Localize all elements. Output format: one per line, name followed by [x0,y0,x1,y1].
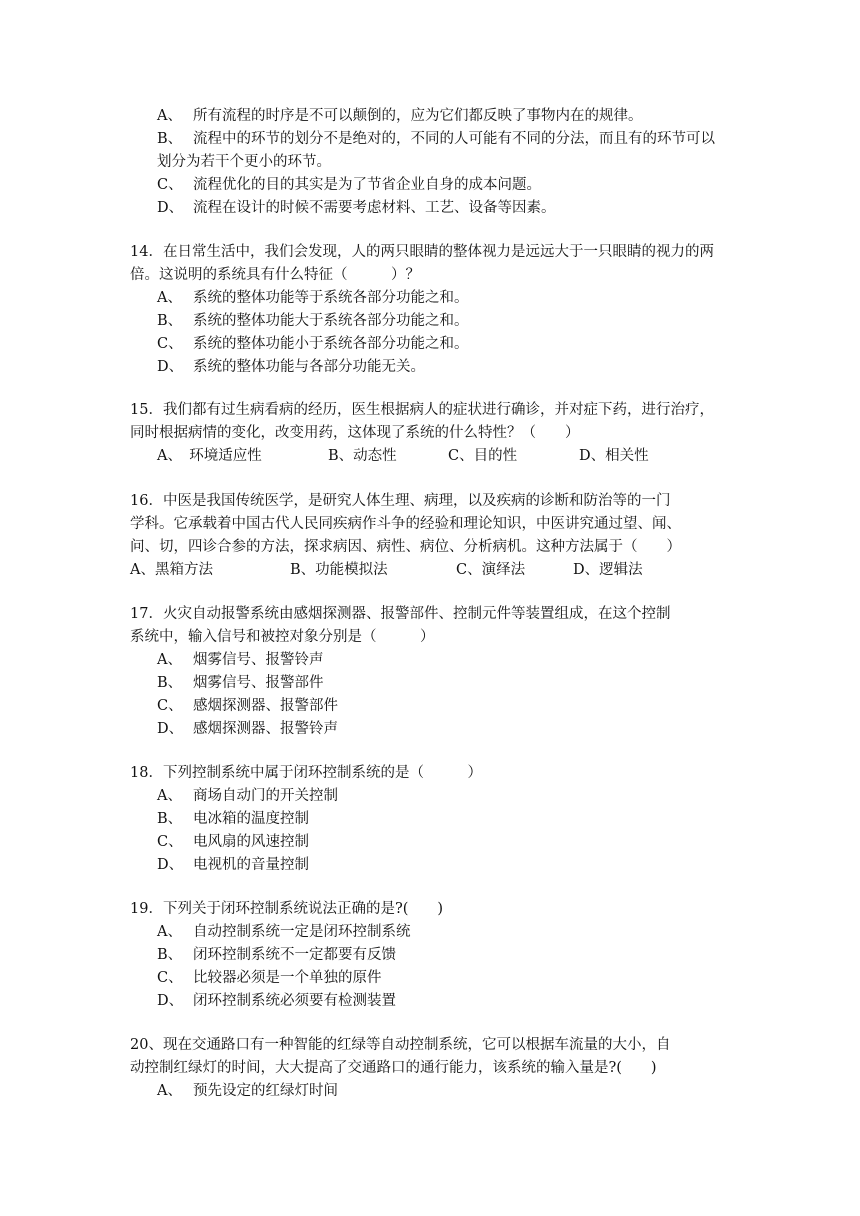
q18-stem-line1: 18．下列控制系统中属于闭环控制系统的是（ ） [130,765,482,781]
option-text: 系统的整体功能大于系统各部分功能之和。 [193,313,469,329]
option-letter: C、 [157,177,183,193]
option-text: 电视机的音量控制 [193,857,309,873]
option-letter: A、 [157,290,182,306]
q19-option-b [157,945,396,965]
option-text: 流程在设计的时候不需要考虑材料、工艺、设备等因素。 [193,200,556,216]
option-text: 烟雾信号、报警铃声 [193,652,324,668]
option-text: 比较器必须是一个单独的原件 [193,970,382,986]
option-text: 自动控制系统一定是闭环控制系统 [193,924,411,940]
q20-stem-line2: 动控制红绿灯的时间，大大提高了交通路口的通行能力，该系统的输入量是?( ) [130,1060,657,1076]
q14-option-b [157,311,469,331]
option-letter: A、 [157,108,182,124]
q15-option-b: B、动态性 [328,448,397,464]
q17-option-b [157,673,324,693]
option-text: 商场自动门的开关控制 [193,788,338,804]
q15-option-a: A、 环境适应性 [157,448,262,464]
option-letter: D、 [157,359,184,375]
q14-option-a [157,288,469,308]
q18-option-a [157,786,338,806]
q13-option-b [157,129,715,149]
q16-option-b: B、功能模拟法 [290,562,388,578]
option-text: 流程优化的目的其实是为了节省企业自身的成本问题。 [193,177,541,193]
q16-stem-line1: 16．中医是我国传统医学，是研究人体生理、病理，以及疾病的诊断和防治等的一门 [130,493,671,509]
option-text: 系统的整体功能等于系统各部分功能之和。 [193,290,469,306]
option-letter: C、 [157,336,183,352]
q13-option-a [157,106,643,126]
option-text: 闭环控制系统不一定都要有反馈 [193,947,396,963]
q17-option-a [157,650,324,670]
q16-option-a: A、黑箱方法 [130,562,213,578]
option-text: 电冰箱的温度控制 [193,811,309,827]
q18-option-d [157,855,309,875]
q17-option-c [157,696,338,716]
option-letter: D、 [157,721,184,737]
option-letter: A、 [157,652,182,668]
option-letter: C、 [157,970,183,986]
option-letter: B、 [157,947,183,963]
q17-stem-line1: 17．火灾自动报警系统由感烟探测器、报警部件、控制元件等装置组成，在这个控制 [130,606,671,622]
option-letter: D、 [157,993,184,1009]
option-letter: A、 [157,924,182,940]
q13-option-d [157,198,556,218]
q17-option-d [157,719,338,739]
q16-stem-line2: 学科。它承载着中国古代人民同疾病作斗争的经验和理论知识，中医讲究通过望、闻、 [130,516,681,532]
q17-stem-line2: 系统中，输入信号和被控对象分别是（ ） [130,629,435,645]
option-letter: B、 [157,131,183,147]
q18-option-b [157,809,309,829]
q14-stem-line1: 14．在日常生活中，我们会发现，人的两只眼睛的整体视力是远远大于一只眼睛的视力的两 [130,244,714,260]
option-letter: A、 [157,1083,182,1099]
option-letter: C、 [157,834,183,850]
q20-option-a [157,1081,338,1101]
q15-option-d: D、相关性 [579,448,649,464]
q15-stem-line1: 15．我们都有过生病看病的经历，医生根据病人的症状进行确诊，并对症下药，进行治疗， [130,402,714,418]
q14-stem-line2: 倍。这说明的系统具有什么特征（ ）？ [130,267,420,283]
option-letter: D、 [157,200,184,216]
option-letter: B、 [157,675,183,691]
q15-stem-line2: 同时根据病情的变化，改变用药，这体现了系统的什么特性？（ ） [130,425,580,441]
option-text: 感烟探测器、报警铃声 [193,721,338,737]
option-text: 系统的整体功能小于系统各部分功能之和。 [193,336,469,352]
q14-option-c [157,334,469,354]
q15-option-c: C、目的性 [448,448,518,464]
option-letter: B、 [157,313,183,329]
option-letter: D、 [157,857,184,873]
option-text: 感烟探测器、报警部件 [193,698,338,714]
option-text: 闭环控制系统必须要有检测装置 [193,993,396,1009]
q16-stem-line3: 问、切，四诊合参的方法，探求病因、病性、病位、分析病机。这种方法属于（ ） [130,539,681,555]
q14-option-d [157,357,425,377]
q16-option-d: D、逻辑法 [573,562,643,578]
option-text: 系统的整体功能与各部分功能无关。 [193,359,425,375]
q19-stem-line1: 19．下列关于闭环控制系统说法正确的是?( ) [130,901,444,917]
q13-option-c [157,175,541,195]
q13-option-b-continued: 划分为若干个更小的环节。 [157,154,331,170]
q19-option-c [157,968,382,988]
q19-option-a [157,922,411,942]
option-letter: B、 [157,811,183,827]
option-text: 预先设定的红绿灯时间 [193,1083,338,1099]
option-letter: C、 [157,698,183,714]
q19-option-d [157,991,396,1011]
option-text: 电风扇的风速控制 [193,834,309,850]
q16-option-c: C、演绎法 [456,562,526,578]
q20-stem-line1: 20、现在交通路口有一种智能的红绿等自动控制系统，它可以根据车流量的大小，自 [130,1037,671,1053]
option-text: 烟雾信号、报警部件 [193,675,324,691]
option-text: 流程中的环节的划分不是绝对的，不同的人可能有不同的分法，而且有的环节可以 [193,131,715,147]
q18-option-c [157,832,309,852]
option-text: 所有流程的时序是不可以颠倒的，应为它们都反映了事物内在的规律。 [193,108,643,124]
option-letter: A、 [157,788,182,804]
